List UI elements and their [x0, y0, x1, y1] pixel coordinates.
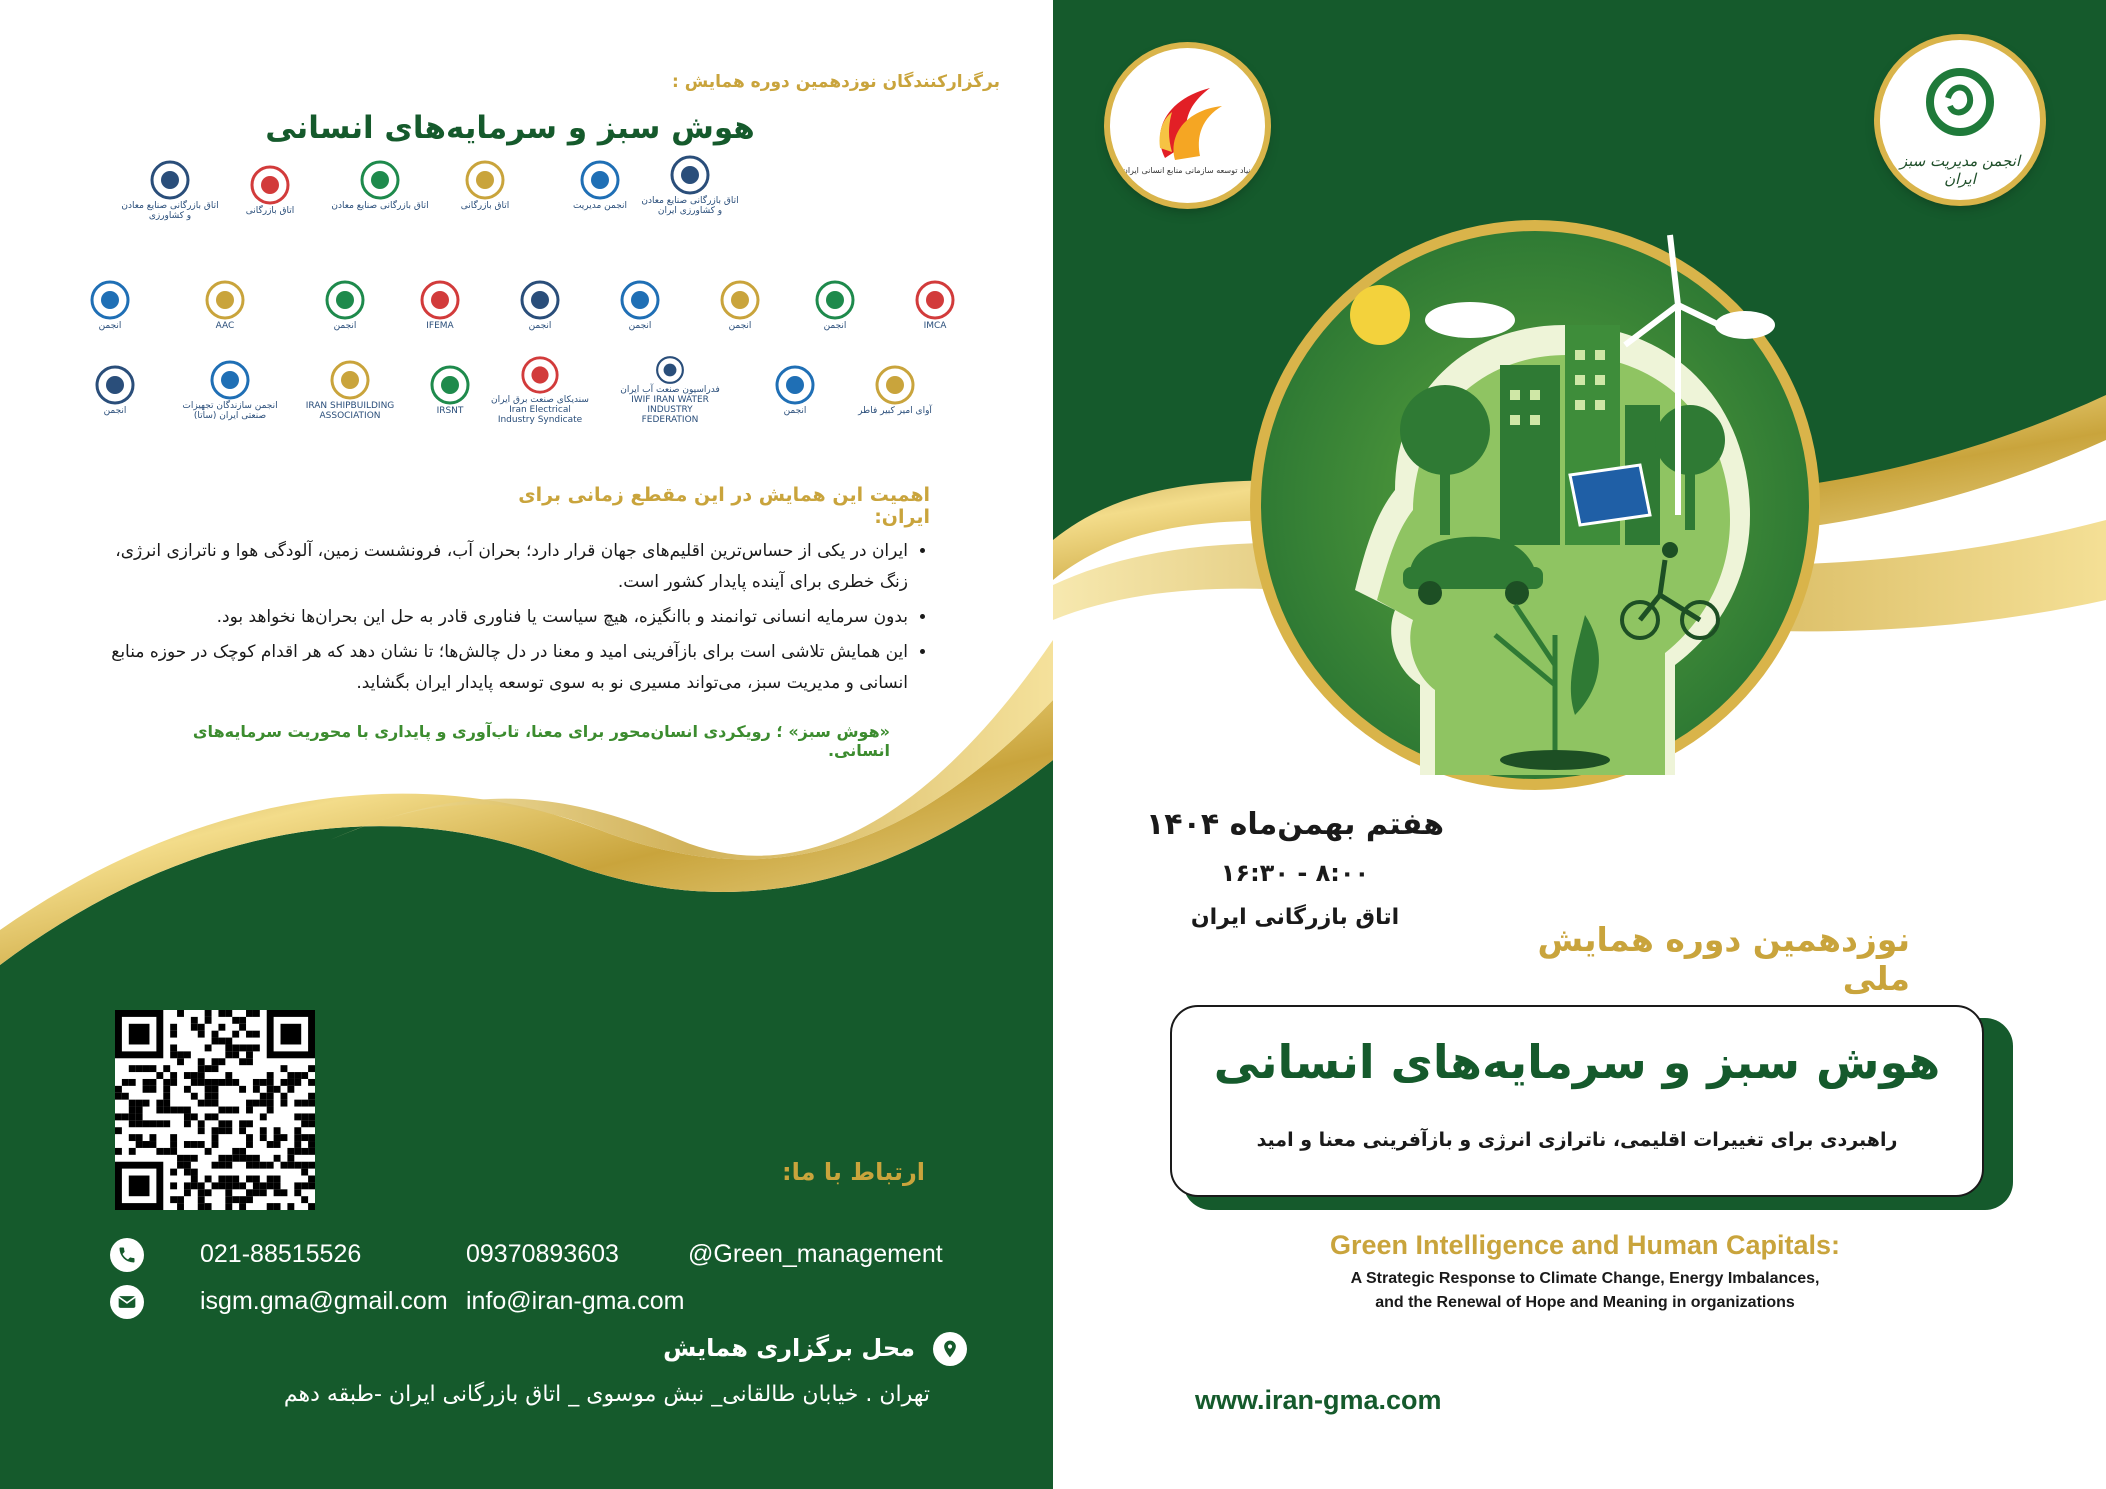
organization-emblem-icon — [814, 279, 856, 321]
event-location: اتاق بازرگانی ایران — [1190, 905, 1400, 930]
organization-logo — [300, 355, 400, 425]
qr-code-image — [115, 1010, 315, 1210]
organization-logo — [390, 270, 490, 340]
english-subtitle-2: and the Renewal of Hope and Meaning in organizations — [1375, 1294, 1795, 1311]
organization-logo — [330, 150, 430, 220]
title-card — [1170, 1005, 1984, 1197]
importance-bullets — [100, 536, 930, 703]
organization-logo-label: انجمن — [333, 321, 357, 331]
organization-logo-label: انجمن — [728, 321, 752, 331]
tagline: «هوش سبز» ؛ رویکردی انسان‌محور برای معنا، تاب‌آوری و پایداری با محوریت سرمایه‌های انسانی. — [192, 722, 890, 760]
organization-logo — [220, 155, 320, 225]
organization-emblem-icon — [719, 279, 761, 321]
main-subtitle: راهبردی برای تغییرات اقلیمی، ناترازی انرژی و بازآفرینی معنا و امید — [1256, 1129, 1898, 1151]
organization-emblem-icon — [204, 279, 246, 321]
organization-emblem-icon — [419, 279, 461, 321]
bullet-item: • این همایش تلاشی است برای بازآفرینی امید و معنا در دل چالش‌ها؛ تا نشان دهد که هر اقدام کوچک در حوزه منابع انسانی و مدیریت سبز، می‌تواند مسیری نو به سوی توسعه پایدار ایران بگشاید. — [100, 637, 908, 699]
organization-logo-label: انجمن — [783, 406, 807, 416]
foundation-logo-icon — [1110, 48, 1265, 203]
organization-emblem-icon — [914, 279, 956, 321]
organization-logo-label: انجمن — [628, 321, 652, 331]
organization-emblem-icon — [94, 364, 136, 406]
organization-logo — [120, 155, 220, 225]
organization-logo-label: انجمن — [103, 406, 127, 416]
phone-1[interactable]: 021-88515526 — [200, 1240, 362, 1268]
organization-logo-label: اتاق بازرگانی صنایع معادن — [331, 201, 429, 211]
edition-title: نوزدهمین دوره همایش ملی — [1537, 920, 1910, 998]
organization-logo — [690, 270, 790, 340]
organization-emblem-icon — [874, 364, 916, 406]
organization-logo — [400, 355, 500, 425]
organization-logo — [60, 270, 160, 340]
bullet-item: • بدون سرمایه انسانی توانمند و باانگیزه، هیچ سیاست یا فناوری قادر به حل این بحران‌ها نخواهد بود. — [100, 602, 908, 633]
event-time: ۸:۰۰ - ۱۶:۳۰ — [1220, 859, 1370, 887]
association-logo — [1880, 40, 2040, 200]
website-link[interactable]: www.iran-gma.com — [1195, 1385, 1442, 1415]
organization-logo-label: IRSNT — [436, 406, 464, 416]
organization-logo-label: انجمن — [823, 321, 847, 331]
organization-emblem-icon — [89, 279, 131, 321]
event-info-card — [1095, 797, 1495, 965]
organization-emblem-icon — [249, 164, 291, 206]
english-title: Green Intelligence and Human Capitals: — [1329, 1230, 1841, 1260]
organization-logo — [785, 270, 885, 340]
organization-logo-label: اتاق بازرگانی — [245, 206, 295, 216]
organization-logo — [180, 355, 280, 425]
organization-logo — [550, 150, 650, 220]
bullet-item: • ایران در یکی از حساس‌ترین اقلیم‌های جهان قرار دارد؛ بحران آب، فرونشست زمین، آلودگی هوا و ناترازی انرژی، زنگ خطری برای آینده پایدار کشور است. — [100, 536, 908, 598]
organization-logo-label: آوای امیر کبیر فاطر — [858, 406, 932, 416]
organizers-heading: برگزارکنندگان نوزدهمین دوره همایش : — [672, 72, 1000, 92]
organization-logo-label: AAC — [215, 321, 235, 331]
organization-logo — [885, 270, 985, 340]
organization-logo-label: IMCA — [923, 321, 947, 331]
organization-logo-label: انجمن — [98, 321, 122, 331]
qr-code[interactable] — [115, 1010, 315, 1210]
green-head-illustration — [1245, 215, 1825, 795]
organization-emblem-icon — [464, 159, 506, 201]
organization-emblem-icon — [774, 364, 816, 406]
organization-logo-label: IRAN SHIPBUILDING ASSOCIATION — [305, 401, 395, 421]
organization-emblem-icon — [324, 279, 366, 321]
organization-logo — [435, 150, 535, 220]
foundation-logo — [1110, 48, 1265, 203]
organization-logo-label: انجمن مدیریت — [572, 201, 628, 211]
organization-emblem-icon — [619, 279, 661, 321]
organization-logo — [745, 355, 845, 425]
email-2[interactable]: info@iran-gma.com — [466, 1287, 685, 1315]
organization-logo — [845, 355, 945, 425]
organization-logo-label: اتاق بازرگانی صنایع معادن و کشاورزی ایران — [641, 196, 739, 216]
organization-logo — [65, 355, 165, 425]
email-1[interactable]: isgm.gma@gmail.com — [200, 1287, 448, 1315]
foundation-logo-caption: بنیاد توسعه سازمانی منابع انسانی ایران — [1121, 166, 1254, 175]
organization-emblem-icon — [579, 159, 621, 201]
organization-logo — [175, 270, 275, 340]
organization-logo — [490, 355, 590, 425]
organization-logo-label: فدراسیون صنعت آب ایران IWIF IRAN WATER INDUSTRY FEDERATION — [620, 385, 720, 425]
location-pin-icon — [933, 1332, 967, 1366]
organization-emblem-icon — [649, 355, 691, 385]
organization-logo — [620, 355, 720, 425]
organization-logo-label: سندیکای صنعت برق ایران Iran Electrical Industry Syndicate — [491, 395, 589, 425]
venue-address: تهران . خیابان طالقانی_ نبش موسوی _ اتاق بازرگانی ایران -طبقه دهم — [283, 1382, 930, 1407]
organization-logo — [295, 270, 395, 340]
venue-heading: محل برگزاری همایش — [663, 1334, 915, 1362]
organizers-title: هوش سبز و سرمایه‌های انسانی — [265, 110, 755, 146]
organization-logo-label: انجمن — [528, 321, 552, 331]
association-logo-caption: انجمن مدیریت سبز ایران — [1899, 152, 2021, 188]
event-date: هفتم بهمن‌ماه ۱۴۰۴ — [1145, 807, 1445, 842]
organization-logo-label: اتاق بازرگانی — [460, 201, 510, 211]
organization-logo — [590, 270, 690, 340]
organization-emblem-icon — [519, 279, 561, 321]
organization-emblem-icon — [429, 364, 471, 406]
organization-logo-label: انجمن سازندگان تجهیزات صنعتی ایران (ساتا) — [182, 401, 278, 421]
organization-emblem-icon — [519, 355, 561, 395]
social-handle[interactable]: @Green_management — [688, 1240, 943, 1268]
phone-icon — [110, 1238, 144, 1272]
organization-logo — [640, 150, 740, 220]
organization-emblem-icon — [209, 359, 251, 401]
english-subtitle-1: A Strategic Response to Climate Change, Energy Imbalances, — [1350, 1270, 1820, 1287]
organization-logo-label: اتاق بازرگانی صنایع معادن و کشاورزی — [121, 201, 219, 221]
email-icon — [110, 1285, 144, 1319]
organization-logo — [490, 270, 590, 340]
organization-emblem-icon — [329, 359, 371, 401]
main-title: هوش سبز و سرمایه‌های انسانی — [1213, 1035, 1941, 1089]
contact-heading: ارتباط با ما: — [782, 1158, 925, 1186]
organization-emblem-icon — [669, 154, 711, 196]
organization-emblem-icon — [149, 159, 191, 201]
organization-emblem-icon — [359, 159, 401, 201]
phone-2[interactable]: 09370893603 — [466, 1240, 619, 1268]
importance-heading: اهمیت این همایش در این مقطع زمانی برای ایران: — [518, 484, 930, 528]
organization-logo-label: IFEMA — [426, 321, 454, 331]
